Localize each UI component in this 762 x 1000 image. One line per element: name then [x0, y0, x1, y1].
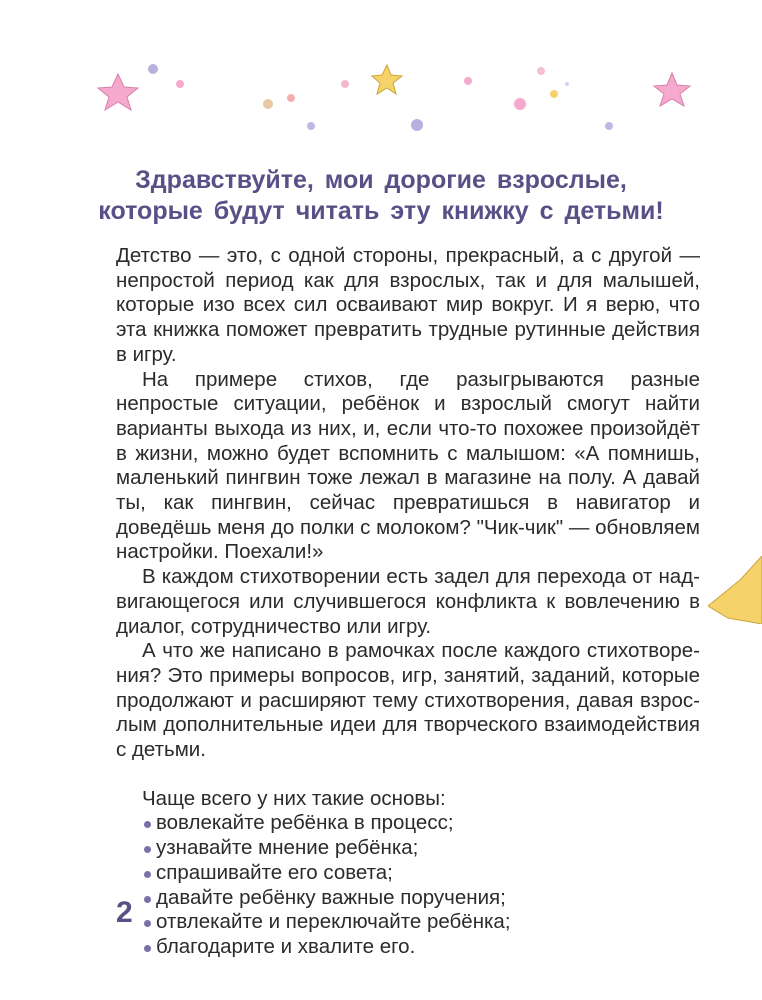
dot-icon — [514, 98, 526, 110]
list-item: вовлекайте ребёнка в процесс; — [142, 811, 700, 836]
dot-icon — [411, 119, 423, 131]
dot-icon — [148, 64, 158, 74]
list-item: отвлекайте и переключайте ребёнка; — [142, 910, 700, 935]
dot-icon — [263, 99, 273, 109]
page-number: 2 — [116, 896, 133, 929]
dot-icon — [565, 82, 569, 86]
top-decoration — [0, 0, 762, 160]
title-line: которые будут читать эту книжку с детьми! — [98, 197, 664, 225]
pink-star-icon — [98, 74, 138, 110]
yellow-star-icon — [708, 556, 762, 624]
paragraph: На примере стихов, где разыгрываются разные непростые ситуации, ребёнок и взрослый смогут найти варианты выхода из них, и, если что-то похожее произойдёт в жизни, можно будет вспомнить с малышом: «А помнишь, маленький пингвин тоже лежал в магазине на полу. А давай ты, как пингвин, сейчас превратишься в навигатор и доведёшь меня до полки с молоком? "Чик-чик" — обновляем настройки. Поехали!» — [116, 367, 700, 564]
dot-icon — [176, 80, 184, 88]
paragraph: Детство — это, с одной стороны, прекрасный, а с другой — непростой период как для взрослых, так и для малышей, которые изо всех сил осваивают мир вокруг. И я верю, что эта книжка поможет превратить трудные рутинные действия в игру. — [116, 244, 700, 366]
pink-star-icon — [654, 73, 690, 106]
dot-icon — [287, 94, 295, 102]
body-text — [116, 244, 700, 960]
paragraph: А что же написано в рамочках после каждого стихотворения? Это примеры вопросов, игр, занятий, заданий, которые продолжают и расширяют тему стихотворения, давая взрослым дополнительные идеи для творческого взаимодействия с детьми. — [116, 639, 700, 762]
list-item: спрашивайте его совета; — [142, 861, 700, 886]
bullet-list — [116, 811, 700, 959]
page-title — [60, 165, 702, 227]
list-item: давайте ребёнку важные поручения; — [142, 886, 700, 911]
dot-icon — [307, 122, 315, 130]
list-intro: Чаще всего у них такие основы: — [142, 786, 446, 810]
dot-icon — [550, 90, 558, 98]
dot-icon — [537, 67, 545, 75]
list-item: благодарите и хвалите его. — [142, 935, 700, 960]
list-item: узнавайте мнение ребёнка; — [142, 836, 700, 861]
paragraph: В каждом стихотворении есть задел для перехода от надвигающегося или случившегося конфликта к вовлечению в диалог, сотрудничество или игру. — [116, 565, 700, 638]
dot-icon — [605, 122, 613, 130]
dot-icon — [341, 80, 349, 88]
dot-icon — [464, 77, 472, 85]
yellow-star-icon — [372, 65, 402, 94]
title-line: Здравствуйте, мои дорогие взрослые, — [135, 166, 627, 194]
